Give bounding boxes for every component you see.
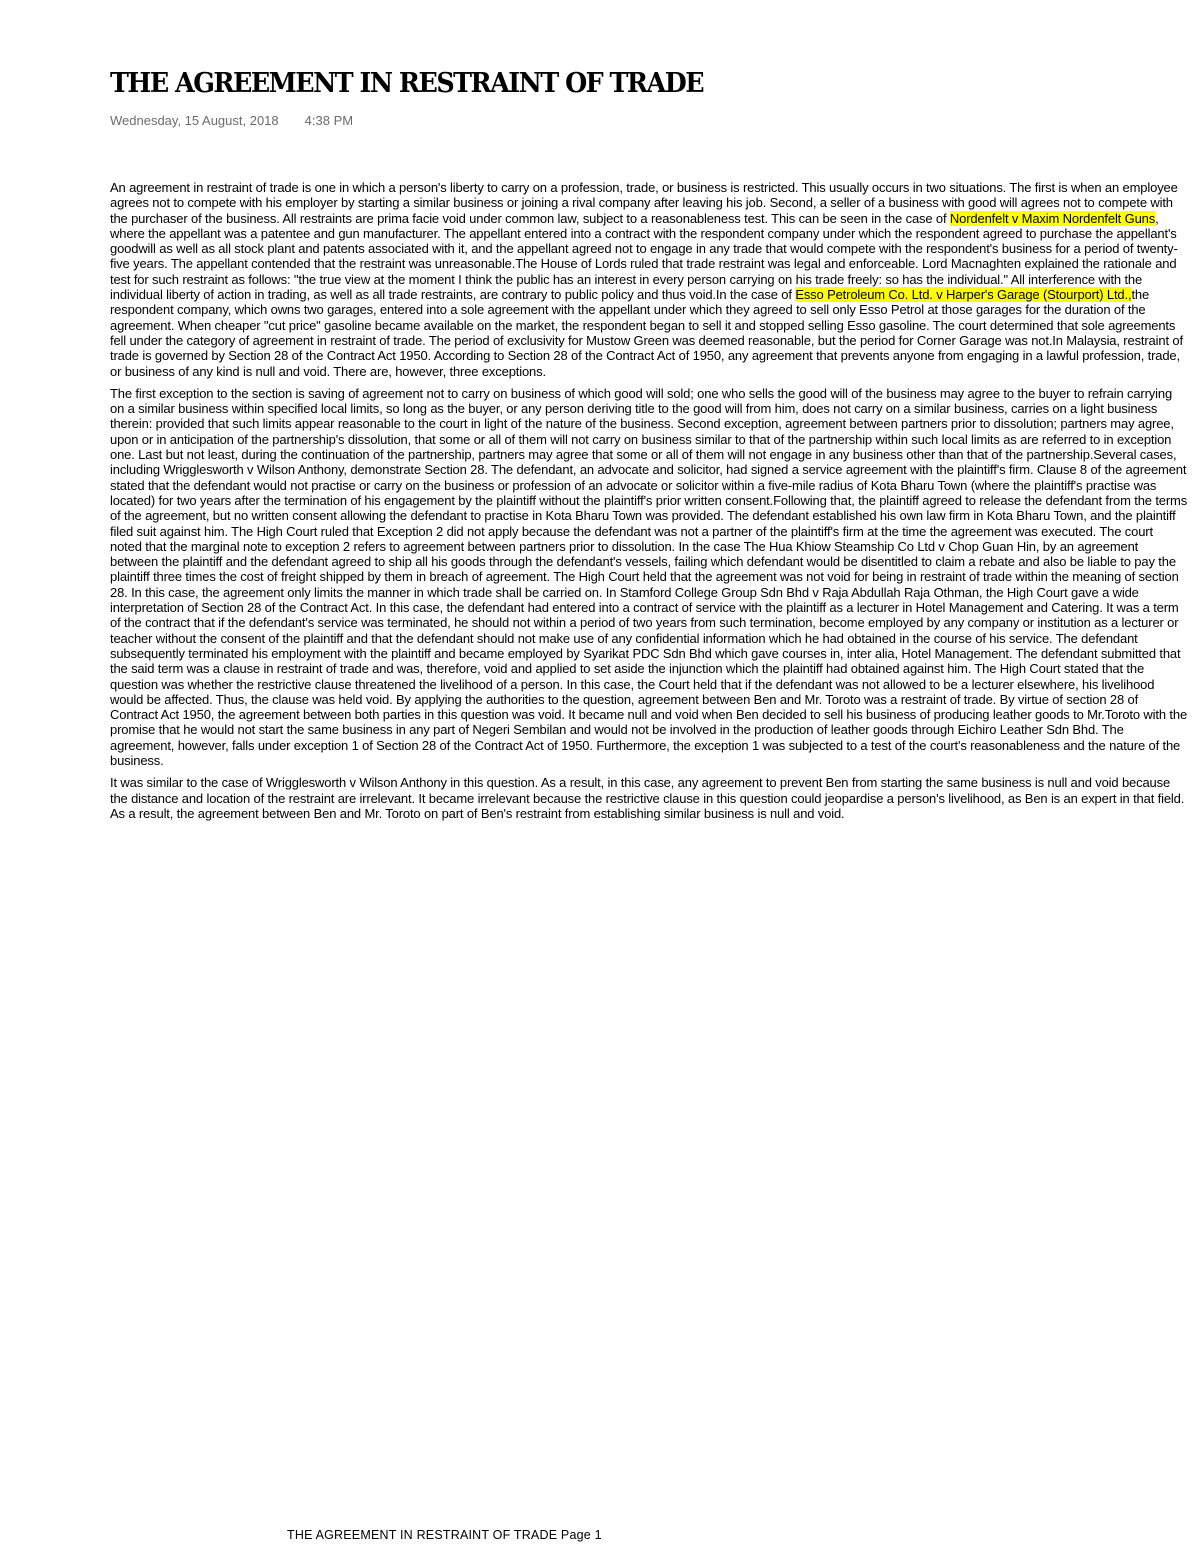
highlight-esso-case: Esso Petroleum Co. Ltd. v Harper's Garage (Stourport) Ltd.,	[795, 287, 1132, 303]
page-footer: THE AGREEMENT IN RESTRAINT OF TRADE Page 1	[287, 1528, 602, 1542]
document-meta	[110, 113, 353, 128]
paragraph-1-text-c: the respondent company, which owns two garages, entered into a sole agreement with the appellant under which they agreed to sell only Esso Petrol at those garages for the duration of the agreement. When cheaper "cut price" gasoline became available on the market, the respondent began to sell it and stopped selling Esso gasoline. The court determined that sole agreements fell under the category of agreement in restraint of trade. The period of exclusivity for Mustow Green was deemed reasonable, but the period for Corner Garage was not.In Malaysia, restraint of trade is governed by Section 28 of the Contract Act 1950. According to Section 28 of the Contract Act of 1950, any agreement that prevents anyone from engaging in a lawful profession, trade, or business of any kind is null and void. There are, however, three exceptions.	[110, 287, 1183, 379]
paragraph-2: The first exception to the section is saving of agreement not to carry on business of which good will sold; one who sells the good will of the business may agree to the buyer to refrain carrying on a similar business within specified local limits, so long as the buyer, or any person deriving title to the good will from him, does not carry on a similar business, carries on a light business therein: provided that such limits appear reasonable to the court in light of the nature of the business. Second exception, agreement between partners prior to dissolution; partners may agree, upon or in anticipation of the partnership's dissolution, that some or all of them will not carry on business similar to that of the partnership within such local limits as are referred to in exception one. Last but not least, during the continuation of the partnership, partners may agree that some or all of them will not engage in any business other than that of the partnership.Several cases, including Wrigglesworth v Wilson Anthony, demonstrate Section 28. The defendant, an advocate and solicitor, had signed a service agreement with the plaintiff's firm. Clause 8 of the agreement stated that the defendant would not practise or carry on the business or profession of an advocate or solicitor within a five-mile radius of Kota Bharu Town (where the plaintiff's practise was located) for two years after the termination of his engagement by the plaintiff without the plaintiff's prior written consent.Following that, the plaintiff agreed to release the defendant from the terms of the agreement, but no written consent allowing the defendant to practise in Kota Bharu Town was provided. The defendant established his own law firm in Kota Bharu Town, and the plaintiff filed suit against him. The High Court ruled that Exception 2 did not apply because the defendant was not a partner of the plaintiff's firm at the time the agreement was executed. The court noted that the marginal note to exception 2 refers to agreement between partners prior to dissolution. In the case The Hua Khiow Steamship Co Ltd v Chop Guan Hin, by an agreement between the plaintiff and the defendant agreed to ship all his goods through the defendant's vessels, failing which defendant would be disentitled to claim a rebate and also be liable to pay the plaintiff three times the cost of freight shipped by them in breach of agreement. The High Court held that the agreement was not void for being in restraint of trade within the meaning of section 28. In this case, the agreement only limits the manner in which trade shall be carried on. In Stamford College Group Sdn Bhd v Raja Abdullah Raja Othman, the High Court gave a wide interpretation of Section 28 of the Contract Act. In this case, the defendant had entered into a contract of service with the plaintiff as a lecturer in Hotel Management and Catering. It was a term of the contract that if the defendant's service was terminated, he should not within a period of two years from such termination, become employed by any company or institution as a lecturer or teacher without the consent of the plaintiff and that the defendant should not make use of any confidential information which he had obtained in the course of his service. The defendant subsequently terminated his employment with the plaintiff and became employed by Syarikat PDC Sdn Bhd which gave courses in, inter alia, Hotel Management. The defendant submitted that the said term was a clause in restraint of trade and was, therefore, void and applied to set aside the injunction which the plaintiff had obtained against him. The High Court stated that the question was whether the restrictive clause threatened the livelihood of a person. In this case, the Court held that if the defendant was not allowed to be a lecturer elsewhere, his livelihood would be affected. Thus, the clause was held void. By applying the authorities to the question, agreement between Ben and Mr. Toroto was a restraint of trade. By virtue of section 28 of Contract Act 1950, the agreement between both parties in this question was void. It became null and void when Ben decided to sell his business of producing leather goods to Mr.Toroto with the promise that he would not start the same business in any part of Negeri Sembilan and would not be involved in the production of leather goods through Eichiro Leather Sdn Bhd. The agreement, however, falls under exception 1 of Section 28 of the Contract Act of 1950. Furthermore, the exception 1 was subjected to a test of the court's reasonableness and the nature of the business.	[110, 385, 1188, 768]
paragraph-3: It was similar to the case of Wrigglesworth v Wilson Anthony in this question. As a result, in this case, any agreement to prevent Ben from starting the same business is null and void because the distance and location of the restraint are irrelevant. It became irrelevant because the restrictive clause in this question could jeopardise a person's livelihood, as Ben is an expert in that field. As a result, the agreement between Ben and Mr. Toroto on part of Ben's restraint from establishing similar business is null and void.	[110, 775, 1185, 821]
document-body	[110, 180, 1188, 828]
paragraph-1	[110, 180, 1188, 379]
document-time: 4:38 PM	[304, 113, 354, 128]
highlight-nordenfelt-case: Nordenfelt v Maxim Nordenfelt Guns	[949, 210, 1156, 226]
document-title: THE AGREEMENT IN RESTRAINT OF TRADE	[110, 68, 704, 99]
paragraph-1-text-b: , where the appellant was a patentee and gun manufacturer. The appellant entered into a contract with the respondent company under which the respondent agreed to purchase the appellant's goodwill as well as all stock plant and patents associated with it, and the appellant agreed not to engage in any trade that would compete with the respondent's business for a period of twenty-five years. The appellant contended that the restraint was unreasonable.The House of Lords ruled that trade restraint was legal and enforceable. Lord Macnaghten explained the rationale and test for such restraint as follows: "the true view at the moment I think the public has an interest in every person carrying on his trade freely: so has the individual." All interference with the individual liberty of action in trading, as well as all trade restraints, are contrary to public policy and thus void.In the case of	[110, 210, 1178, 303]
paragraph-1-text-a: An agreement in restraint of trade is one in which a person's liberty to carry on a profession, trade, or business is restricted. This usually occurs in two situations. The first is when an employee agrees not to compete with his employer by starting a similar business or joining a rival company after leaving his job. Second, a seller of a business with good will agrees not to compete with the purchaser of the business. All restraints are prima facie void under common law, subject to a reasonableness test. This can be seen in the case of	[110, 180, 1178, 226]
document-date: Wednesday, 15 August, 2018	[110, 113, 279, 128]
